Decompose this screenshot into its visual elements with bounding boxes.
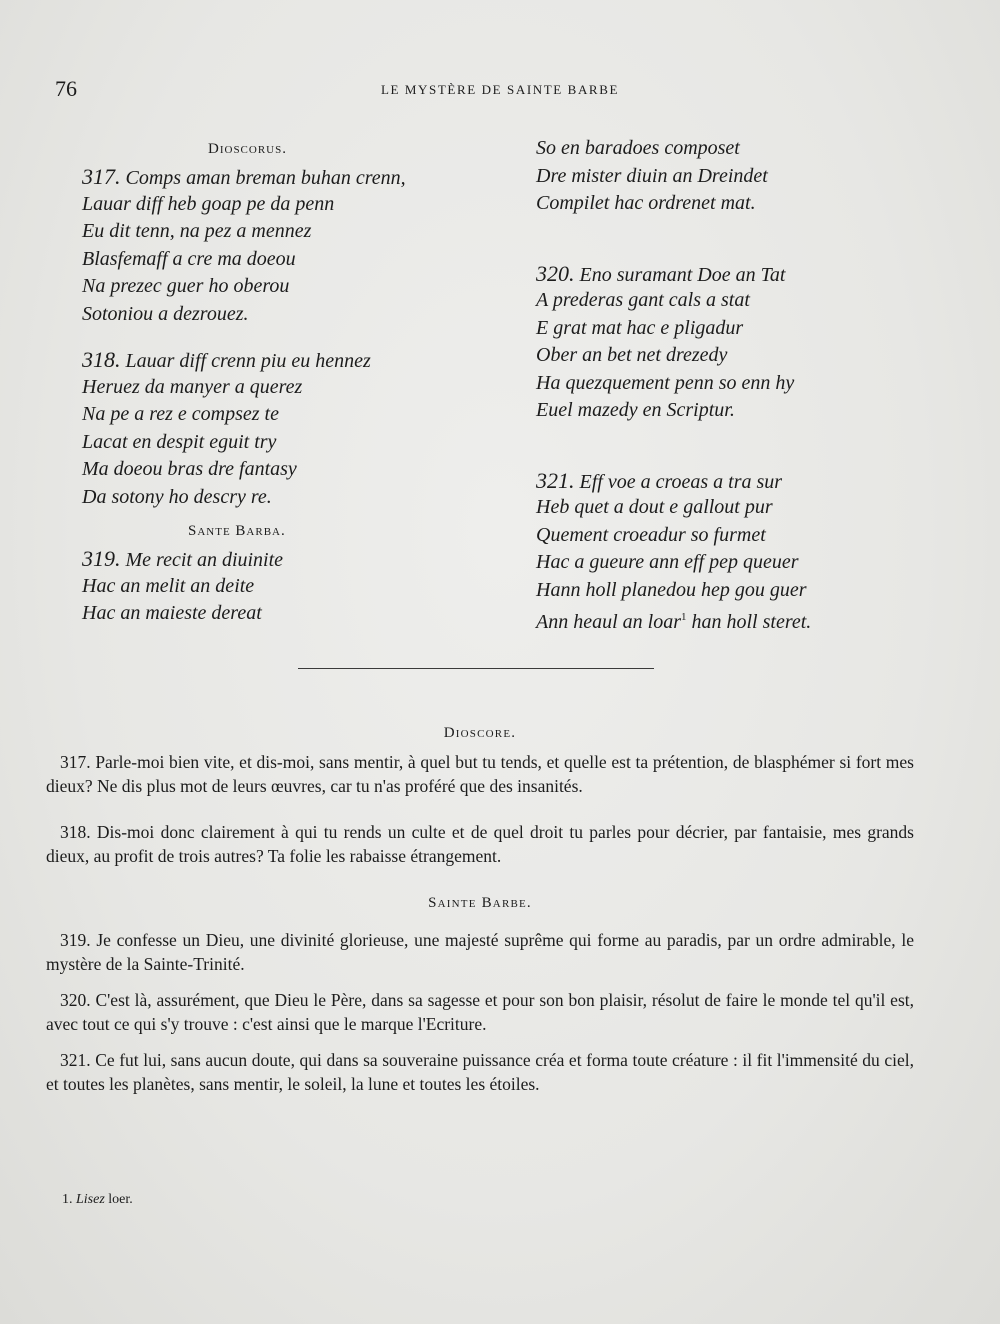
speaker-sante-barba: Sante Barba. xyxy=(188,523,286,539)
french-translation xyxy=(46,720,914,1096)
speaker-dioscore: Dioscore. xyxy=(443,725,517,741)
verse-line: Ober an bet net drezedy xyxy=(536,344,728,366)
verse-line: Blasfemaff a cre ma doeou xyxy=(82,247,296,270)
verse-line: Na pe a rez e compsez te xyxy=(82,403,279,425)
verse-line: So en baradoes composet xyxy=(536,137,740,159)
speaker-sainte-barbe: Sainte Barbe. xyxy=(428,895,532,911)
stanza-318 xyxy=(82,346,502,511)
verse-line: Hac a gueure ann eff pep queuer xyxy=(536,551,799,573)
stanza-319-continued xyxy=(536,135,956,218)
verse-line: A prederas gant cals a stat xyxy=(536,289,750,311)
verse-line: Hac an maieste dereat xyxy=(82,602,262,624)
verse-line: 320. Eno suramant Doe an Tat xyxy=(536,260,786,286)
verse-line: Hac an melit an deite xyxy=(82,574,255,597)
page-number: 76 xyxy=(55,76,77,101)
verse-line: Hann holl planedou hep gou guer xyxy=(536,578,807,601)
translation-paragraph-321: 321. Ce fut lui, sans aucun doute, qui dans sa souveraine puissance créa et forma toute créature : il fit l'immensité du ciel, et toutes les planètes, sans mentir, le soleil, la lune et toutes les étoiles. xyxy=(46,1050,914,1094)
verse-line: Dre mister diuin an Dreindet xyxy=(536,164,768,187)
stanza-317 xyxy=(82,163,502,328)
verse-line: 321. Eff voe a croeas a tra sur xyxy=(536,467,783,493)
running-head: LE MYSTÈRE DE SAINTE BARBE xyxy=(380,82,620,97)
footnote-text: loer. xyxy=(108,1192,133,1207)
footnote-ref: 1 xyxy=(681,611,687,623)
translation-paragraph-319: 319. Je confesse un Dieu, une divinité glorieuse, une majesté suprême qui forme au paradis, par un ordre admirable, le mystère de la Sainte-Trinité. xyxy=(46,930,914,974)
verse-number: 317. xyxy=(82,164,121,189)
footnote xyxy=(62,1192,133,1208)
footnote-lisez: Lisez xyxy=(76,1192,105,1207)
verse-number: 319. xyxy=(82,546,121,571)
verse-line: Ann heaul an loar$^1$ han holl steret. xyxy=(536,611,812,633)
verse-number: 321. xyxy=(536,467,575,493)
verse-line: 319. Me recit an diuinite xyxy=(82,546,284,571)
verse-line: Ha quezquement penn so enn hy xyxy=(536,371,795,394)
stanza-320 xyxy=(536,260,956,425)
verse-line: Compilet hac ordrenet mat. xyxy=(536,192,756,214)
verse-line: Euel mazedy en Scriptur. xyxy=(536,399,735,421)
verse-line: Heruez da manyer a querez xyxy=(82,375,303,398)
verse-number: 320. xyxy=(536,260,575,286)
translation-paragraph-320: 320. C'est là, assurément, que Dieu le Père, dans sa sagesse et pour son bon plaisir, résolut de faire le monde tel qu'il est, avec tout ce qui s'y trouve : c'est ainsi que le marque l'Ecriture. xyxy=(46,990,914,1034)
verse-line: Sotoniou a dezrouez. xyxy=(82,302,249,325)
verse-line: Da sotony ho descry re. xyxy=(82,485,272,508)
footnote-marker: 1. xyxy=(62,1192,73,1207)
verse-line: Lacat en despit eguit try xyxy=(82,430,277,453)
verse-line: 318. Lauar diff crenn piu eu hennez xyxy=(82,347,371,372)
verse-line: 317. Comps aman breman buhan crenn, xyxy=(82,164,406,189)
verse-line: Ma doeou bras dre fantasy xyxy=(82,458,297,480)
speaker-dioscorus: Dioscorus. xyxy=(208,141,287,157)
translation-paragraph-317: 317. Parle-moi bien vite, et dis-moi, sans mentir, à quel but tu tends, et quelle est ta prétention, de blasphémer si fort mes dieux? Ne dis plus mot de leurs œuvres, car tu n'as proféré que des insanités. xyxy=(46,752,914,796)
breton-verse-right-column xyxy=(536,135,956,632)
translation-paragraph-318: 318. Dis-moi donc clairement à qui tu rends un culte et de quel droit tu parles pour décrier, par fantaisie, mes grands dieux, au profit de trois autres? Ta folie les rabaisse étrangement. xyxy=(46,822,914,866)
breton-verse-left-column xyxy=(82,135,502,628)
verse-number: 318. xyxy=(82,347,121,372)
stanza-319 xyxy=(82,545,502,628)
stanza-321 xyxy=(536,467,956,632)
verse-line: Heb quet a dout e gallout pur xyxy=(536,496,773,518)
verse-line: Lauar diff heb goap pe da penn xyxy=(82,192,335,215)
section-divider xyxy=(298,668,654,669)
verse-line: E grat mat hac e pligadur xyxy=(536,316,744,339)
verse-line: Eu dit tenn, na pez a mennez xyxy=(82,220,312,242)
verse-line: Quement croeadur so furmet xyxy=(536,523,766,546)
verse-line: Na prezec guer ho oberou xyxy=(82,275,290,297)
